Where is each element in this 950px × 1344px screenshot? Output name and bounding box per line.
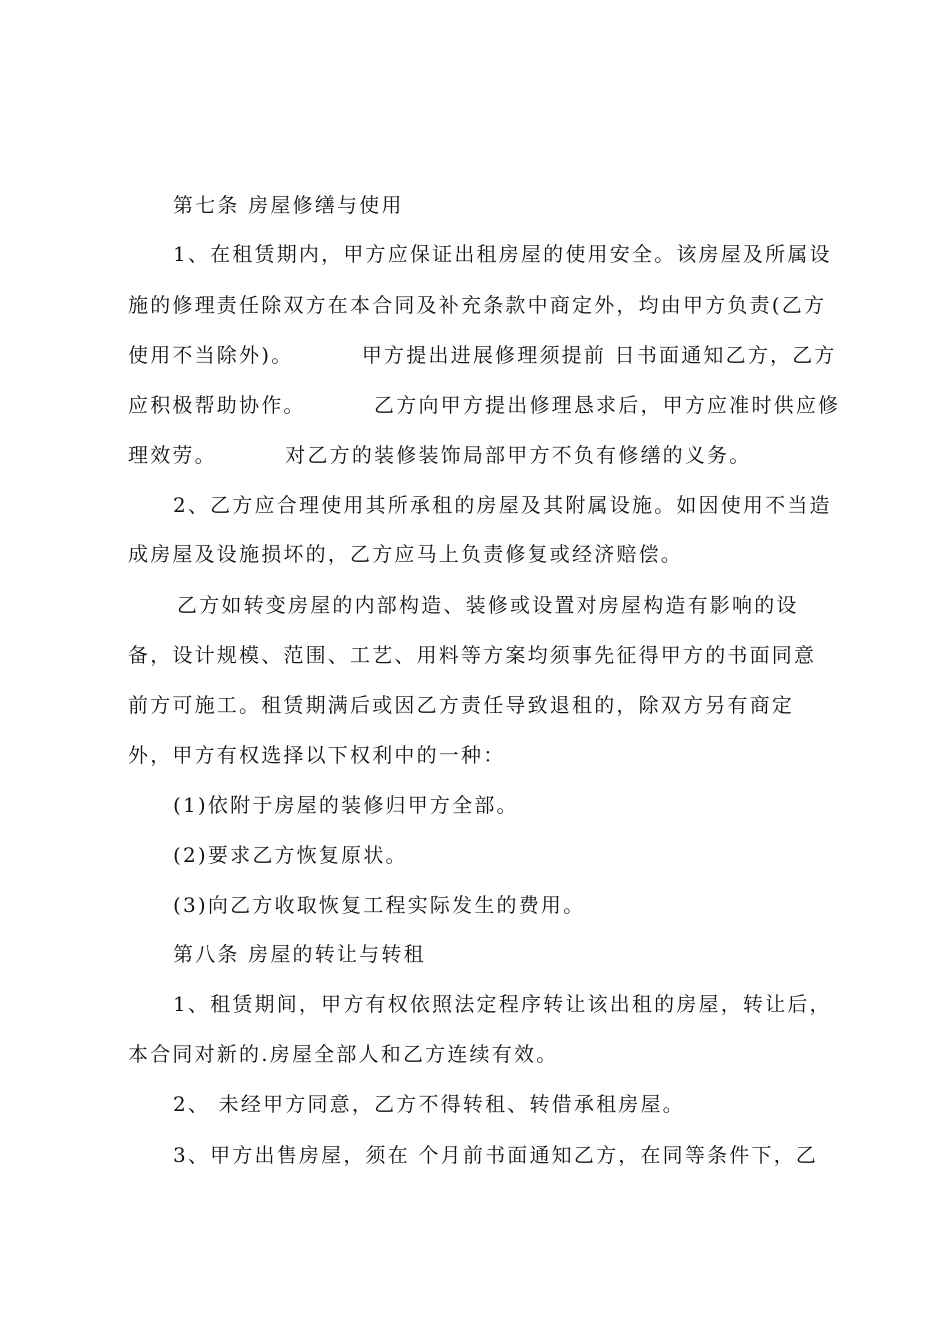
paragraph-line: 本合同对新的.房屋全部人和乙方连续有效。 <box>128 1042 559 1066</box>
list-item: (2)要求乙方恢复原状。 <box>173 843 408 867</box>
list-item: (1)依附于房屋的装修归甲方全部。 <box>173 793 519 817</box>
heading-article-8: 第八条 房屋的转让与转租 <box>173 942 426 966</box>
paragraph-line: 2、 未经甲方同意，乙方不得转租、转借承租房屋。 <box>173 1092 685 1116</box>
paragraph-line: 使用不当除外)。 甲方提出进展修理须提前 日书面通知乙方，乙方 <box>128 343 837 367</box>
paragraph-line: 理效劳。 对乙方的装修装饰局部甲方不负有修缮的义务。 <box>128 443 752 467</box>
paragraph-line: 应积极帮助协作。 乙方向甲方提出修理恳求后，甲方应准时供应修 <box>128 393 841 417</box>
paragraph-line: 2、乙方应合理使用其所承租的房屋及其附属设施。如因使用不当造 <box>173 493 832 517</box>
paragraph-line: 施的修理责任除双方在本合同及补充条款中商定外，均由甲方负责(乙方 <box>128 293 827 317</box>
paragraph-line: 乙方如转变房屋的内部构造、装修或设置对房屋构造有影响的设 <box>177 593 799 617</box>
paragraph-line: 1、在租赁期内，甲方应保证出租房屋的使用安全。该房屋及所属设 <box>173 242 832 266</box>
paragraph-line: 1、租赁期间，甲方有权依照法定程序转让该出租的房屋，转让后， <box>173 992 832 1016</box>
paragraph-line: 外，甲方有权选择以下权利中的一种： <box>128 743 506 767</box>
heading-article-7: 第七条 房屋修缮与使用 <box>173 193 404 217</box>
list-item: (3)向乙方收取恢复工程实际发生的费用。 <box>173 893 586 917</box>
paragraph-line: 备，设计规模、范围、工艺、用料等方案均须事先征得甲方的书面同意 <box>128 643 817 667</box>
paragraph-line: 前方可施工。租赁期满后或因乙方责任导致退租的，除双方另有商定 <box>128 693 794 717</box>
paragraph-line: 成房屋及设施损坏的，乙方应马上负责修复或经济赔偿。 <box>128 542 683 566</box>
paragraph-line: 3、甲方出售房屋，须在 个月前书面通知乙方，在同等条件下，乙 <box>173 1143 819 1167</box>
